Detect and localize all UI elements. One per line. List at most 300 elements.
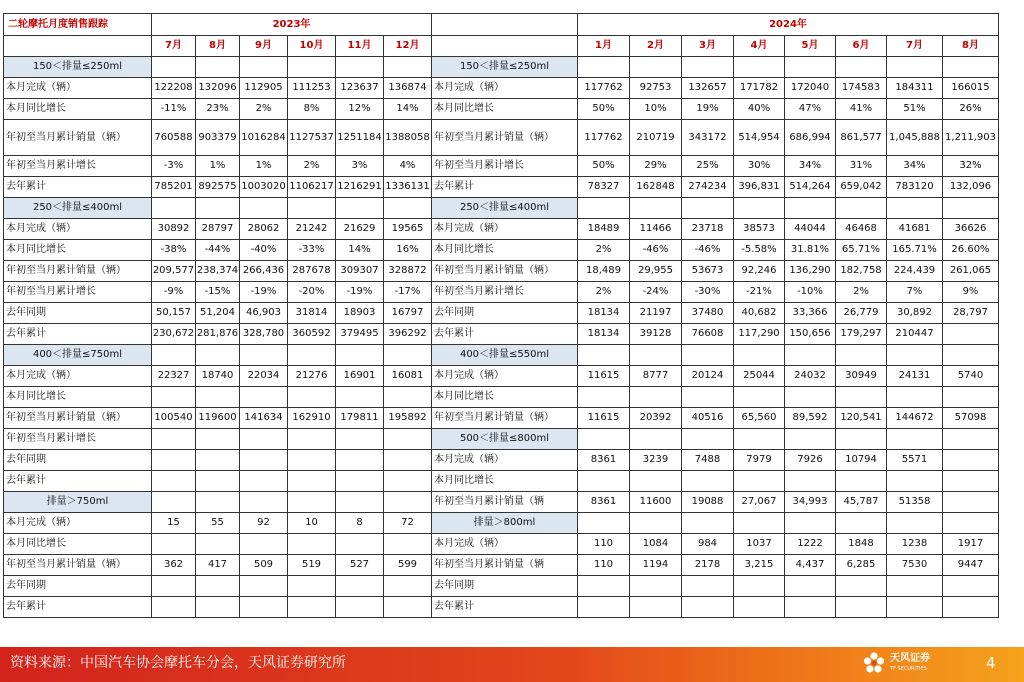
value-cell: 360592 bbox=[288, 324, 336, 345]
value-cell bbox=[630, 576, 682, 597]
value-cell bbox=[943, 429, 999, 450]
value-cell bbox=[196, 387, 240, 408]
value-cell: 50% bbox=[578, 156, 630, 177]
value-cell: 14% bbox=[384, 99, 432, 120]
table-row bbox=[4, 324, 999, 345]
value-cell: 72 bbox=[384, 513, 432, 534]
value-cell: 179811 bbox=[336, 408, 384, 429]
month-header: 6月 bbox=[836, 36, 887, 57]
row-label: 年初至当月累计销量（辆） bbox=[432, 408, 578, 429]
value-cell bbox=[836, 198, 887, 219]
row-label: 去年累计 bbox=[4, 177, 152, 198]
value-cell: 10794 bbox=[836, 450, 887, 471]
value-cell: 7% bbox=[887, 282, 943, 303]
value-cell: 1848 bbox=[836, 534, 887, 555]
value-cell: 33,366 bbox=[785, 303, 836, 324]
value-cell bbox=[630, 513, 682, 534]
value-cell: 172040 bbox=[785, 78, 836, 99]
value-cell bbox=[578, 429, 630, 450]
value-cell: -3% bbox=[152, 156, 196, 177]
table-row bbox=[4, 576, 999, 597]
value-cell: 40,682 bbox=[734, 303, 785, 324]
value-cell bbox=[384, 492, 432, 513]
value-cell: 171782 bbox=[734, 78, 785, 99]
value-cell bbox=[578, 345, 630, 366]
blank-header-cell bbox=[4, 36, 152, 57]
month-header: 7月 bbox=[887, 36, 943, 57]
value-cell: 78327 bbox=[578, 177, 630, 198]
value-cell bbox=[785, 513, 836, 534]
table-row bbox=[4, 303, 999, 324]
value-cell bbox=[288, 471, 336, 492]
value-cell: 46468 bbox=[836, 219, 887, 240]
value-cell: 224,439 bbox=[887, 261, 943, 282]
company-logo bbox=[862, 651, 942, 677]
value-cell: -20% bbox=[288, 282, 336, 303]
value-cell: 65.71% bbox=[836, 240, 887, 261]
table-row bbox=[4, 57, 999, 78]
value-cell bbox=[682, 513, 734, 534]
value-cell bbox=[785, 576, 836, 597]
value-cell bbox=[240, 597, 288, 618]
value-cell bbox=[240, 471, 288, 492]
value-cell: 23718 bbox=[682, 219, 734, 240]
value-cell: 11615 bbox=[578, 408, 630, 429]
value-cell: 182,758 bbox=[836, 261, 887, 282]
value-cell: 39128 bbox=[630, 324, 682, 345]
value-cell: 11615 bbox=[578, 366, 630, 387]
value-cell: 12% bbox=[336, 99, 384, 120]
table-row bbox=[4, 555, 999, 576]
value-cell: 16901 bbox=[336, 366, 384, 387]
value-cell: 238,374 bbox=[196, 261, 240, 282]
value-cell: -21% bbox=[734, 282, 785, 303]
row-label: 本月完成（辆） bbox=[432, 78, 578, 99]
value-cell: 117762 bbox=[578, 120, 630, 156]
value-cell bbox=[384, 345, 432, 366]
value-cell bbox=[578, 57, 630, 78]
value-cell: 51,204 bbox=[196, 303, 240, 324]
value-cell: 141634 bbox=[240, 408, 288, 429]
value-cell bbox=[887, 429, 943, 450]
value-cell: 18489 bbox=[578, 219, 630, 240]
value-cell: -19% bbox=[240, 282, 288, 303]
value-cell bbox=[943, 450, 999, 471]
value-cell: 8361 bbox=[578, 492, 630, 513]
row-label: 去年累计 bbox=[432, 177, 578, 198]
displacement-group-label: 150＜排量≤250ml bbox=[432, 57, 578, 78]
value-cell bbox=[240, 429, 288, 450]
value-cell bbox=[943, 597, 999, 618]
value-cell: 7530 bbox=[887, 555, 943, 576]
displacement-group-label: 排量＞750ml bbox=[4, 492, 152, 513]
table-row bbox=[4, 177, 999, 198]
value-cell bbox=[887, 345, 943, 366]
value-cell: 162910 bbox=[288, 408, 336, 429]
value-cell: 417 bbox=[196, 555, 240, 576]
value-cell: 514,954 bbox=[734, 120, 785, 156]
row-label: 去年同期 bbox=[432, 303, 578, 324]
value-cell bbox=[578, 387, 630, 408]
row-label: 年初至当月累计销量（辆 bbox=[432, 555, 578, 576]
value-cell bbox=[785, 597, 836, 618]
value-cell: 110 bbox=[578, 534, 630, 555]
value-cell: 984 bbox=[682, 534, 734, 555]
table-row bbox=[4, 219, 999, 240]
row-label: 本月完成（辆） bbox=[432, 450, 578, 471]
value-cell bbox=[152, 429, 196, 450]
value-cell bbox=[734, 471, 785, 492]
value-cell bbox=[336, 450, 384, 471]
value-cell: 30,892 bbox=[887, 303, 943, 324]
value-cell bbox=[152, 345, 196, 366]
value-cell: 1106217 bbox=[288, 177, 336, 198]
value-cell: -5.58% bbox=[734, 240, 785, 261]
value-cell bbox=[152, 576, 196, 597]
value-cell: 396,831 bbox=[734, 177, 785, 198]
table-row bbox=[4, 78, 999, 99]
value-cell bbox=[288, 429, 336, 450]
value-cell: 362 bbox=[152, 555, 196, 576]
value-cell: 36626 bbox=[943, 219, 999, 240]
displacement-group-label: 500＜排量≤800ml bbox=[432, 429, 578, 450]
source-note: 资料来源：中国汽车协会摩托车分会，天风证券研究所 bbox=[10, 655, 346, 671]
value-cell bbox=[630, 57, 682, 78]
value-cell: 31.81% bbox=[785, 240, 836, 261]
value-cell: 861,577 bbox=[836, 120, 887, 156]
month-header: 4月 bbox=[734, 36, 785, 57]
value-cell: 266,436 bbox=[240, 261, 288, 282]
value-cell bbox=[836, 597, 887, 618]
value-cell: 8361 bbox=[578, 450, 630, 471]
value-cell bbox=[336, 387, 384, 408]
value-cell: 3239 bbox=[630, 450, 682, 471]
value-cell bbox=[630, 198, 682, 219]
value-cell bbox=[630, 597, 682, 618]
value-cell: 1251184 bbox=[336, 120, 384, 156]
value-cell: 31% bbox=[836, 156, 887, 177]
value-cell bbox=[836, 471, 887, 492]
value-cell: 328872 bbox=[384, 261, 432, 282]
value-cell: 287678 bbox=[288, 261, 336, 282]
value-cell: 343172 bbox=[682, 120, 734, 156]
value-cell bbox=[288, 345, 336, 366]
row-label: 本月完成（辆） bbox=[432, 534, 578, 555]
table-row bbox=[4, 120, 999, 156]
value-cell bbox=[887, 387, 943, 408]
value-cell: 184311 bbox=[887, 78, 943, 99]
value-cell bbox=[152, 387, 196, 408]
displacement-group-label: 250＜排量≤400ml bbox=[432, 198, 578, 219]
value-cell bbox=[630, 471, 682, 492]
value-cell: 274234 bbox=[682, 177, 734, 198]
value-cell bbox=[384, 450, 432, 471]
value-cell: 179,297 bbox=[836, 324, 887, 345]
value-cell: 24131 bbox=[887, 366, 943, 387]
value-cell bbox=[943, 198, 999, 219]
value-cell: 92 bbox=[240, 513, 288, 534]
value-cell bbox=[196, 597, 240, 618]
value-cell: 50% bbox=[578, 99, 630, 120]
row-label: 年初至当月累计增长 bbox=[432, 156, 578, 177]
value-cell: 57098 bbox=[943, 408, 999, 429]
value-cell: 50,157 bbox=[152, 303, 196, 324]
value-cell: 9447 bbox=[943, 555, 999, 576]
value-cell bbox=[943, 513, 999, 534]
value-cell: -11% bbox=[152, 99, 196, 120]
value-cell bbox=[384, 597, 432, 618]
value-cell: 783120 bbox=[887, 177, 943, 198]
value-cell: 4% bbox=[384, 156, 432, 177]
value-cell: 10% bbox=[630, 99, 682, 120]
page-number: 4 bbox=[986, 654, 996, 672]
value-cell bbox=[240, 345, 288, 366]
value-cell bbox=[682, 471, 734, 492]
value-cell: 25% bbox=[682, 156, 734, 177]
displacement-group-label: 400＜排量≤750ml bbox=[4, 345, 152, 366]
value-cell bbox=[152, 198, 196, 219]
value-cell: 26.60% bbox=[943, 240, 999, 261]
value-cell bbox=[384, 534, 432, 555]
value-cell: -10% bbox=[785, 282, 836, 303]
value-cell: 120,541 bbox=[836, 408, 887, 429]
value-cell: 27,067 bbox=[734, 492, 785, 513]
month-header: 10月 bbox=[288, 36, 336, 57]
value-cell bbox=[682, 429, 734, 450]
value-cell: 2178 bbox=[682, 555, 734, 576]
month-header: 2月 bbox=[630, 36, 682, 57]
value-cell bbox=[682, 57, 734, 78]
value-cell: 15 bbox=[152, 513, 196, 534]
value-cell: 8 bbox=[336, 513, 384, 534]
value-cell: -38% bbox=[152, 240, 196, 261]
table-row bbox=[4, 492, 999, 513]
value-cell: 25044 bbox=[734, 366, 785, 387]
value-cell: 11600 bbox=[630, 492, 682, 513]
value-cell: 26% bbox=[943, 99, 999, 120]
value-cell: 31814 bbox=[288, 303, 336, 324]
value-cell: 174583 bbox=[836, 78, 887, 99]
value-cell bbox=[152, 597, 196, 618]
value-cell: 195892 bbox=[384, 408, 432, 429]
value-cell bbox=[336, 198, 384, 219]
value-cell: 328,780 bbox=[240, 324, 288, 345]
table-row bbox=[4, 408, 999, 429]
value-cell: -30% bbox=[682, 282, 734, 303]
row-label: 去年累计 bbox=[432, 324, 578, 345]
value-cell bbox=[196, 450, 240, 471]
value-cell: 136874 bbox=[384, 78, 432, 99]
row-label: 本月同比增长 bbox=[4, 387, 152, 408]
value-cell: 19% bbox=[682, 99, 734, 120]
value-cell bbox=[734, 513, 785, 534]
row-label: 本月同比增长 bbox=[432, 99, 578, 120]
value-cell: 23% bbox=[196, 99, 240, 120]
value-cell bbox=[943, 57, 999, 78]
value-cell: 41681 bbox=[887, 219, 943, 240]
value-cell: 117,290 bbox=[734, 324, 785, 345]
value-cell: 21276 bbox=[288, 366, 336, 387]
value-cell bbox=[836, 576, 887, 597]
row-label: 年初至当月累计增长 bbox=[432, 282, 578, 303]
value-cell: 51% bbox=[887, 99, 943, 120]
value-cell bbox=[240, 57, 288, 78]
month-header: 12月 bbox=[384, 36, 432, 57]
flower-logo-icon bbox=[862, 651, 886, 675]
value-cell: 20392 bbox=[630, 408, 682, 429]
value-cell: 76608 bbox=[682, 324, 734, 345]
value-cell: 165.71% bbox=[887, 240, 943, 261]
value-cell: 210719 bbox=[630, 120, 682, 156]
value-cell bbox=[943, 471, 999, 492]
value-cell bbox=[288, 57, 336, 78]
value-cell: 53673 bbox=[682, 261, 734, 282]
row-label: 去年累计 bbox=[4, 597, 152, 618]
value-cell: 24032 bbox=[785, 366, 836, 387]
value-cell bbox=[578, 471, 630, 492]
value-cell: 21242 bbox=[288, 219, 336, 240]
value-cell: 136,290 bbox=[785, 261, 836, 282]
row-label: 本月同比增长 bbox=[432, 240, 578, 261]
month-header: 11月 bbox=[336, 36, 384, 57]
value-cell: -19% bbox=[336, 282, 384, 303]
value-cell: 45,787 bbox=[836, 492, 887, 513]
row-label: 年初至当月累计销量（辆） bbox=[432, 261, 578, 282]
value-cell bbox=[836, 387, 887, 408]
value-cell bbox=[578, 597, 630, 618]
table-row bbox=[4, 513, 999, 534]
value-cell: 659,042 bbox=[836, 177, 887, 198]
value-cell: 230,672 bbox=[152, 324, 196, 345]
value-cell: 1037 bbox=[734, 534, 785, 555]
value-cell: 29,955 bbox=[630, 261, 682, 282]
value-cell: 166015 bbox=[943, 78, 999, 99]
table-row bbox=[4, 282, 999, 303]
value-cell: 5740 bbox=[943, 366, 999, 387]
value-cell bbox=[336, 429, 384, 450]
value-cell bbox=[943, 345, 999, 366]
value-cell: 892575 bbox=[196, 177, 240, 198]
row-label: 去年同期 bbox=[4, 303, 152, 324]
value-cell bbox=[943, 576, 999, 597]
value-cell: 119600 bbox=[196, 408, 240, 429]
value-cell bbox=[288, 492, 336, 513]
footer-bar bbox=[0, 647, 1024, 682]
value-cell bbox=[240, 492, 288, 513]
value-cell: 4,437 bbox=[785, 555, 836, 576]
value-cell: -40% bbox=[240, 240, 288, 261]
value-cell bbox=[887, 576, 943, 597]
table-row bbox=[4, 429, 999, 450]
value-cell bbox=[682, 387, 734, 408]
value-cell: -17% bbox=[384, 282, 432, 303]
value-cell: 40516 bbox=[682, 408, 734, 429]
table-row bbox=[4, 240, 999, 261]
value-cell bbox=[734, 597, 785, 618]
value-cell: 7979 bbox=[734, 450, 785, 471]
value-cell: 509 bbox=[240, 555, 288, 576]
value-cell: 1194 bbox=[630, 555, 682, 576]
value-cell bbox=[196, 429, 240, 450]
value-cell: 6,285 bbox=[836, 555, 887, 576]
value-cell: 34% bbox=[785, 156, 836, 177]
value-cell: 686,994 bbox=[785, 120, 836, 156]
value-cell: -46% bbox=[630, 240, 682, 261]
value-cell: 18903 bbox=[336, 303, 384, 324]
value-cell: 30892 bbox=[152, 219, 196, 240]
row-label: 本月同比增长 bbox=[4, 99, 152, 120]
row-label: 去年累计 bbox=[4, 324, 152, 345]
value-cell: -24% bbox=[630, 282, 682, 303]
value-cell: 111253 bbox=[288, 78, 336, 99]
value-cell bbox=[578, 513, 630, 534]
value-cell: 396292 bbox=[384, 324, 432, 345]
value-cell bbox=[196, 471, 240, 492]
value-cell bbox=[384, 387, 432, 408]
value-cell: 8% bbox=[288, 99, 336, 120]
value-cell: 40% bbox=[734, 99, 785, 120]
value-cell bbox=[785, 429, 836, 450]
table-title: 二轮摩托月度销售跟踪 bbox=[4, 14, 152, 36]
value-cell: 92,246 bbox=[734, 261, 785, 282]
value-cell: 1222 bbox=[785, 534, 836, 555]
value-cell bbox=[152, 57, 196, 78]
value-cell: 1003020 bbox=[240, 177, 288, 198]
value-cell bbox=[336, 345, 384, 366]
year-2023-header: 2023年 bbox=[152, 14, 432, 36]
row-label: 本月完成（辆） bbox=[432, 219, 578, 240]
logo-name: 天风证券 bbox=[890, 653, 930, 664]
row-label: 本月完成（辆） bbox=[432, 366, 578, 387]
value-cell bbox=[887, 513, 943, 534]
value-cell: 123637 bbox=[336, 78, 384, 99]
value-cell: 514,264 bbox=[785, 177, 836, 198]
value-cell: 37480 bbox=[682, 303, 734, 324]
value-cell bbox=[785, 471, 836, 492]
value-cell bbox=[384, 576, 432, 597]
month-header: 7月 bbox=[152, 36, 196, 57]
value-cell bbox=[943, 387, 999, 408]
value-cell: 89,592 bbox=[785, 408, 836, 429]
row-label: 去年同期 bbox=[4, 450, 152, 471]
table-row bbox=[4, 345, 999, 366]
value-cell: 760588 bbox=[152, 120, 196, 156]
value-cell: 9% bbox=[943, 282, 999, 303]
value-cell: 132096 bbox=[196, 78, 240, 99]
value-cell bbox=[196, 198, 240, 219]
value-cell bbox=[288, 576, 336, 597]
value-cell bbox=[943, 324, 999, 345]
value-cell bbox=[785, 198, 836, 219]
row-label: 去年累计 bbox=[4, 471, 152, 492]
row-label: 年初至当月累计销量（辆） bbox=[4, 120, 152, 156]
value-cell bbox=[196, 57, 240, 78]
value-cell: 32% bbox=[943, 156, 999, 177]
value-cell: 599 bbox=[384, 555, 432, 576]
row-label: 年初至当月累计销量（辆） bbox=[4, 555, 152, 576]
value-cell: 3,215 bbox=[734, 555, 785, 576]
month-header: 9月 bbox=[240, 36, 288, 57]
table-row bbox=[4, 156, 999, 177]
value-cell bbox=[734, 576, 785, 597]
value-cell: 51358 bbox=[887, 492, 943, 513]
row-label: 年初至当月累计增长 bbox=[4, 282, 152, 303]
month-header: 8月 bbox=[943, 36, 999, 57]
value-cell bbox=[240, 534, 288, 555]
value-cell bbox=[887, 57, 943, 78]
value-cell: 34% bbox=[887, 156, 943, 177]
value-cell: 21629 bbox=[336, 219, 384, 240]
